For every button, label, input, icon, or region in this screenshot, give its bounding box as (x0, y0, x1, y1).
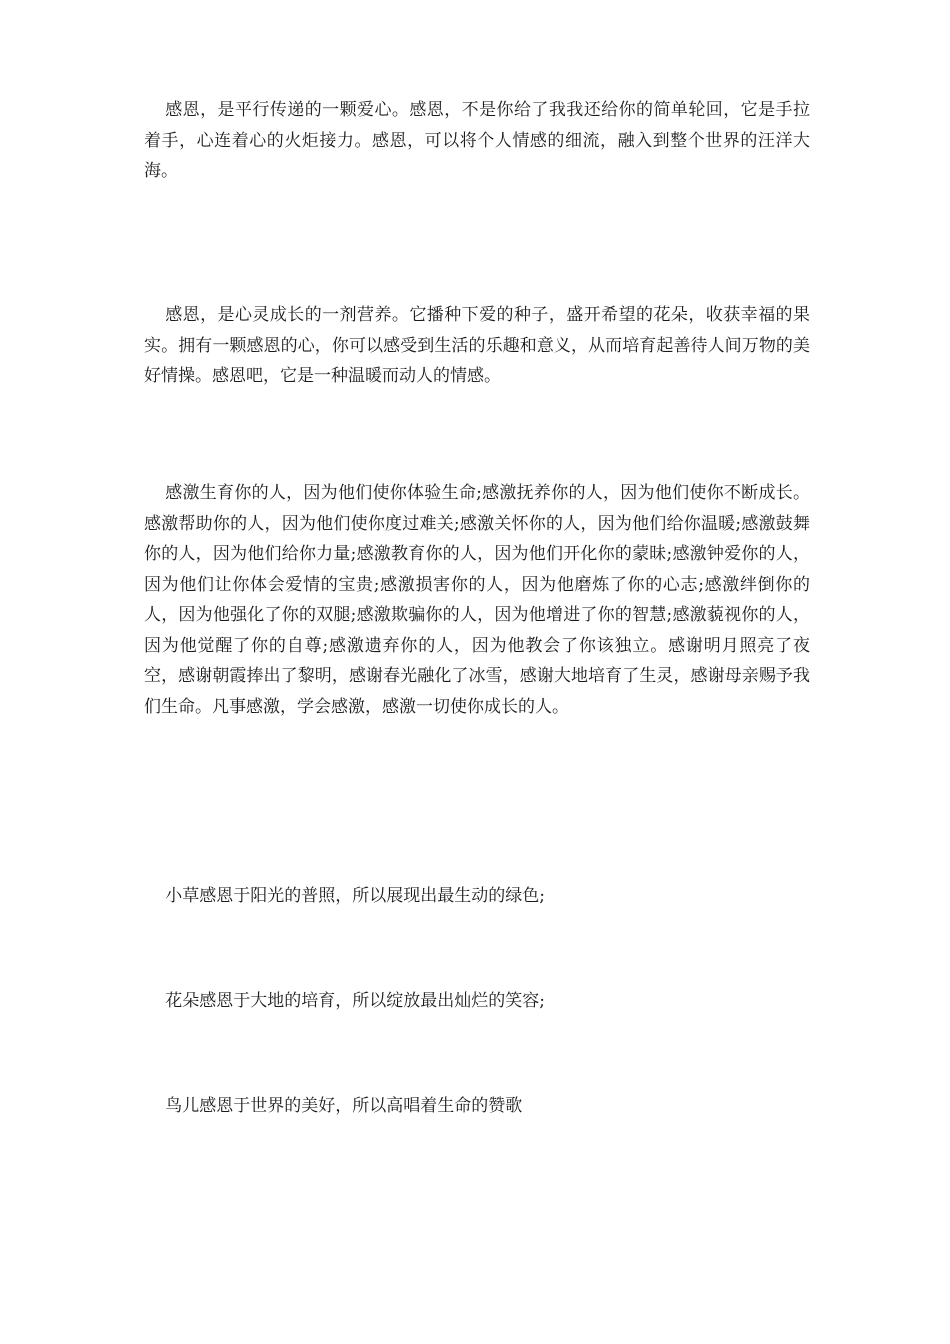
paragraph-grass: 小草感恩于阳光的普照，所以展现出最生动的绿色; (165, 886, 545, 906)
paragraph-be-grateful: 感激生育你的人，因为他们使你体验生命;感激抚养你的人，因为他们使你不断成长。感激帮助你的人，因为他们使你度过难关;感激关怀你的人，因为他们给你温暖;感激鼓舞你的人，因为他们给你力量;感激教育你的人，因为他们开化你的蒙昧;感激钟爱你的人，因为他们让你体会爱情的宝贵;感激损害你的人，因为他磨炼了你的心志;感激绊倒你的人，因为他强化了你的双腿;感激欺骗你的人，因为他增进了你的智慧;感激藐视你的人，因为他觉醒了你的自尊;感激遗弃你的人，因为他教会了你该独立。感谢明月照亮了夜空，感谢朝霞捧出了黎明，感谢春光融化了冰雪，感谢大地培育了生灵，感谢母亲赐予我们生命。凡事感激，学会感激，感激一切使你成长的人。 (144, 483, 810, 717)
paragraph-gratitude-love: 感恩，是平行传递的一颗爱心。感恩，不是你给了我我还给你的简单轮回，它是手拉着手，心连着心的火炬接力。感恩，可以将个人情感的细流，融入到整个世界的汪洋大海。 (144, 100, 810, 181)
paragraph-flowers: 花朵感恩于大地的培育，所以绽放最出灿烂的笑容; (165, 991, 545, 1011)
paragraph-gratitude-nourishment: 感恩，是心灵成长的一剂营养。它播种下爱的种子，盛开希望的花朵，收获幸福的果实。拥有一颗感恩的心，你可以感受到生活的乐趣和意义，从而培育起善待人间万物的美好情操。感恩吧，它是一种温暖而动人的情感。 (144, 305, 810, 386)
paragraph-birds: 鸟儿感恩于世界的美好，所以高唱着生命的赞歌 (165, 1096, 523, 1116)
